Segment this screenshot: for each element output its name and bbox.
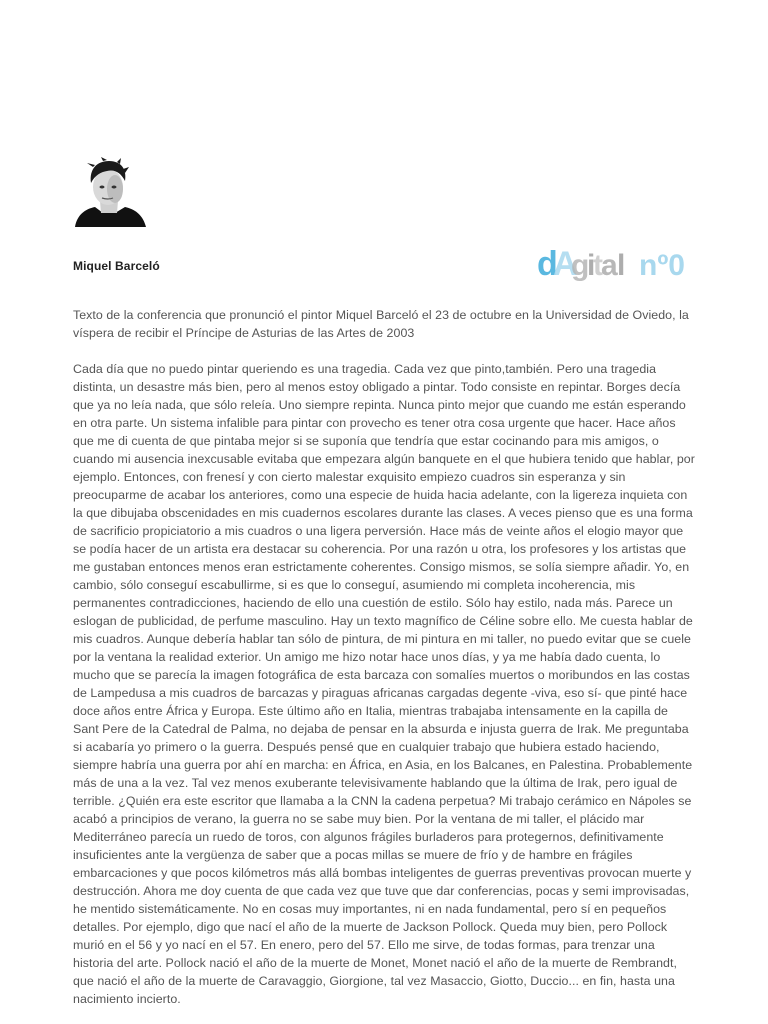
logo-letter-d: d	[537, 245, 555, 283]
logo-letter-g: g	[571, 249, 590, 282]
logo-issue-number: nº0	[639, 249, 685, 282]
body-paragraph: Cada día que no puedo pintar queriendo es una tragedia. Cada vez que pinto,también. Pero una tragedia distinta, un desastre más bien, pero al menos estoy obligado a pintar. Todo consiste en repintar. Borges decía que ya no leía nada, que sólo releía. Uno siempre repinta. Nunca pinto mejor que cuando me están esperando en otra parte. Un sistema infalible para pintar con provecho es tener otra cosa urgente que hacer. Hace años que me di cuenta de que pintaba mejor si se suponía que tendría que estar cocinando para mis amigos, o cuando mi ausencia inexcusable evitaba que empezara algún banquete en el que hubiera tenido que hablar, por ejemplo. Entonces, con frenesí y con cierto malestar exquisito empiezo cuadros sin esperanza y sin preocuparme de acabar los anteriores, como una especie de huida hacia adelante, con la ligereza inquieta con la que dibujaba obscenidades en mis cuadernos escolares durante las clases. A veces pienso que es una forma de sacrificio propiciatorio a mis cuadros o una ligera perversión. Hace más de veinte años el elogio mayor que se podía hacer de un artista era destacar su coherencia. Por una razón u otra, los profesores y los artistas que me gustaban entonces menos eran estrictamente coherentes. Consigo mismos, se solía siempre añadir. Yo, en cambio, sólo conseguí escabullirme, si es que lo conseguí, asumiendo mi completa incoherencia, mis permanentes contradicciones, haciendo de ello una cuestión de estilo. Sólo hay estilo, nada más. Parece un eslogan de publicidad, de perfume masculino. Hay un texto magnífico de Céline sobre ello. Me cuesta hablar de mis cuadros. Aunque debería hablar tan sólo de pintura, de mi pintura en mi taller, no puedo evitar que se cuele por la ventana la realidad exterior. Un amigo me hizo notar hace unos días, y ya me había dado cuenta, lo mucho que se parecía la imagen fotográfica de esta barcaza con somalíes muertos o moribundos en las costas de Lampedusa a mis cuadros de barcazas y piraguas africanas cargadas degente -viva, eso sí- que pinté hace doce años entre África y Europa. Este último año en Italia, mientras trabajaba intensamente en la capilla de Sant Pere de la Catedral de Palma, no dejaba de pensar en la absurda e injusta guerra de Irak. Me preguntaba si acabaría yo primero o la guerra. Después pensé que en cualquier trabajo que hubiera estado haciendo, siempre habría una guerra por ahí en marcha: en África, en Asia, en los Balcanes, en Palestina. Probablemente más de una a la vez. Tal vez menos exuberante televisivamente hablando que la última de Irak, pero igual de terrible. ¿Quién era este escritor que llamaba a la CNN la cadena perpetua? Mi trabajo cerámico en Nápoles se acabó a principios de verano, la guerra no se sabe muy bien. Por la ventana de mi taller, el plácido mar Mediterráneo parecía un ruedo de toros, con algunos frágiles burladeros para protegernos, definitivamente insuficientes ante la vergüenza de saber que a pocas millas se muere de frío y de hambre en frágiles embarcaciones y que pocos kilómetros más allá bombas inteligentes de guerras preventivas provocan muerte y destrucción. Ahora me doy cuenta de que cada vez que tuve que dar conferencias, pocas y semi improvisadas, he mentido sistemáticamente. No en cosas muy importantes, ni en nada fundamental, pero sí en pequeños detalles. Por ejemplo, digo que nací el año de la muerte de Jackson Pollock. Queda muy bien, pero Pollock murió en el 56 y yo nací en el 57. En enero, pero del 57. Ello me sirve, de todas formas, para trenzar una historia del arte. Pollock nació el año de la muerte de Monet, Monet nació el año de la muerte de Rembrandt, que nació el año de la muerte de Caravaggio, Giorgione, tal vez Masaccio, Giotto, Duccio... en fin, hasta una nacimiento incierto.	[73, 362, 695, 1006]
author-photo	[73, 157, 147, 227]
author-name: Miquel Barceló	[73, 259, 160, 273]
logo-letter-l: l	[617, 249, 626, 282]
logo-letter-a2: a	[601, 249, 618, 282]
logo-letter-i: i	[587, 249, 596, 282]
magazine-logo	[535, 240, 697, 286]
logo-letter-a: A	[553, 245, 575, 283]
logo-letter-t: t	[593, 249, 603, 282]
intro-paragraph: Texto de la conferencia que pronunció el pintor Miquel Barceló el 23 de octubre en la Universidad de Oviedo, la víspera de recibir el Príncipe de Asturias de las Artes de 2003	[73, 308, 689, 340]
